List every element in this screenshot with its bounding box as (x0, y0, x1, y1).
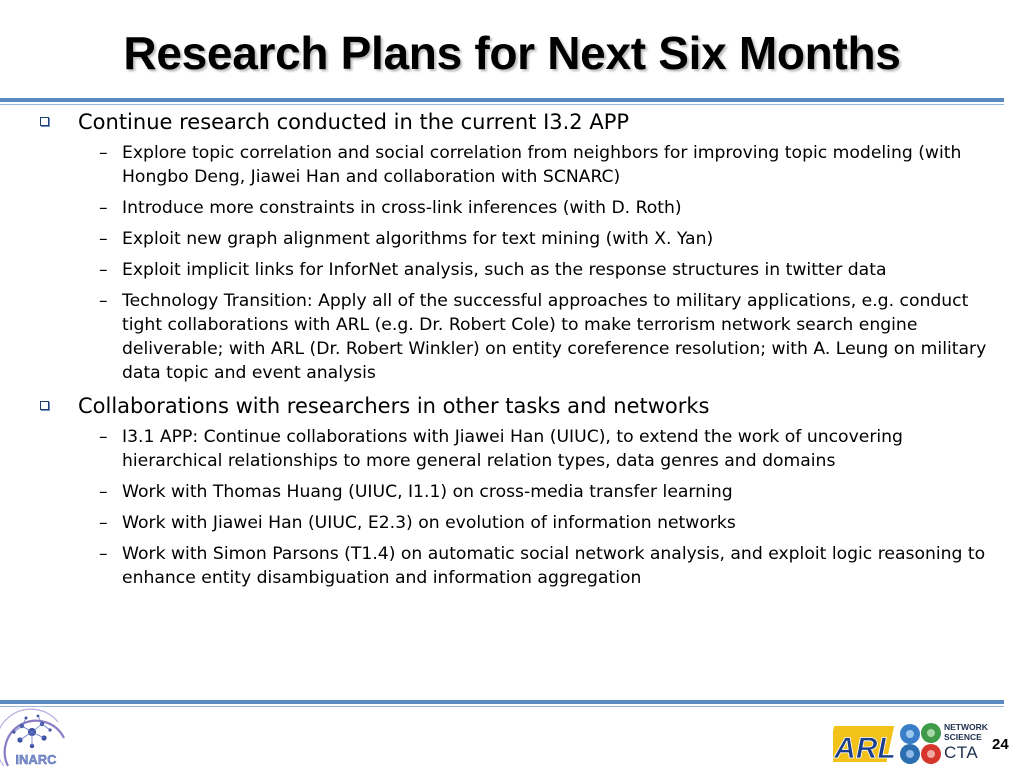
list-item (38, 196, 1004, 220)
list-item-text: Introduce more constraints in cross-link inferences (with D. Roth) (122, 198, 682, 218)
list-item (38, 542, 1004, 590)
list-item-text: Work with Jiawei Han (UIUC, E2.3) on evolution of information networks (122, 513, 736, 533)
list-item-text: Exploit implicit links for InforNet analysis, such as the response structures in twitter data (122, 260, 887, 280)
square-bullet-icon (40, 401, 49, 410)
list-item-text: Work with Thomas Huang (UIUC, I1.1) on cross-media transfer learning (122, 482, 733, 502)
logo-line-science: SCIENCE (944, 732, 982, 742)
dash-bullet-icon: – (99, 229, 108, 249)
list-item-text: Exploit new graph alignment algorithms for text mining (with X. Yan) (122, 229, 714, 249)
dash-bullet-icon: – (99, 513, 108, 533)
dash-bullet-icon: – (99, 482, 108, 502)
list-item (38, 425, 1004, 473)
dash-bullet-icon: – (99, 143, 108, 163)
slide-body (38, 108, 1004, 597)
arl-logo (833, 722, 897, 766)
logo-line-network: NETWORK (944, 722, 988, 732)
section-heading (38, 108, 1004, 136)
section-collaborations (38, 392, 1004, 590)
list-item (38, 511, 1004, 535)
network-science-logo-text (944, 722, 992, 763)
inarc-logo (0, 708, 72, 768)
list-item (38, 480, 1004, 504)
list-item (38, 258, 1004, 282)
list-item-text: I3.1 APP: Continue collaborations with Jiawei Han (UIUC), to extend the work of uncovering hierarchical relationships to more general relation types, data genres and domains (122, 427, 903, 471)
top-divider (0, 98, 1004, 102)
dash-bullet-icon: – (99, 198, 108, 218)
list-item-text: Work with Simon Parsons (T1.4) on automatic social network analysis, and exploit logic reasoning to enhance entity disambiguation and information aggregation (122, 544, 986, 588)
list-item-text: Technology Transition: Apply all of the successful approaches to military applications, e.g. conduct tight collaborations with ARL (e.g. Dr. Robert Cole) to make terrorism network search engine deliverable; with ARL (Dr. Robert Winkler) on entity coreference resolution; with A. Leung on military data topic and event analysis (122, 291, 987, 383)
square-bullet-icon (40, 117, 49, 126)
slide-title: Research Plans for Next Six Months (123, 27, 901, 79)
section-heading-text: Continue research conducted in the current I3.2 APP (78, 110, 630, 134)
section-research-continuation (38, 108, 1004, 385)
list-item (38, 141, 1004, 189)
list-item-text: Explore topic correlation and social correlation from neighbors for improving topic modeling (with Hongbo Deng, Jiawei Han and collaboration with SCNARC) (122, 143, 962, 187)
logo-line-cta: CTA (944, 743, 979, 762)
section-heading-text: Collaborations with researchers in other tasks and networks (78, 394, 710, 418)
bottom-divider-thin (0, 706, 1004, 707)
top-divider-thin (0, 104, 1004, 105)
section-heading (38, 392, 1004, 420)
dash-bullet-icon: – (99, 260, 108, 280)
dash-bullet-icon: – (99, 291, 108, 311)
inarc-logo-text: INARC (15, 752, 57, 767)
network-science-logo-icon (898, 722, 944, 766)
list-item (38, 227, 1004, 251)
dash-bullet-icon: – (99, 427, 108, 447)
bottom-divider (0, 700, 1004, 704)
list-item (38, 289, 1004, 385)
dash-bullet-icon: – (99, 544, 108, 564)
page-number: 24 (992, 736, 1009, 753)
arl-logo-text: ARL (834, 732, 896, 765)
